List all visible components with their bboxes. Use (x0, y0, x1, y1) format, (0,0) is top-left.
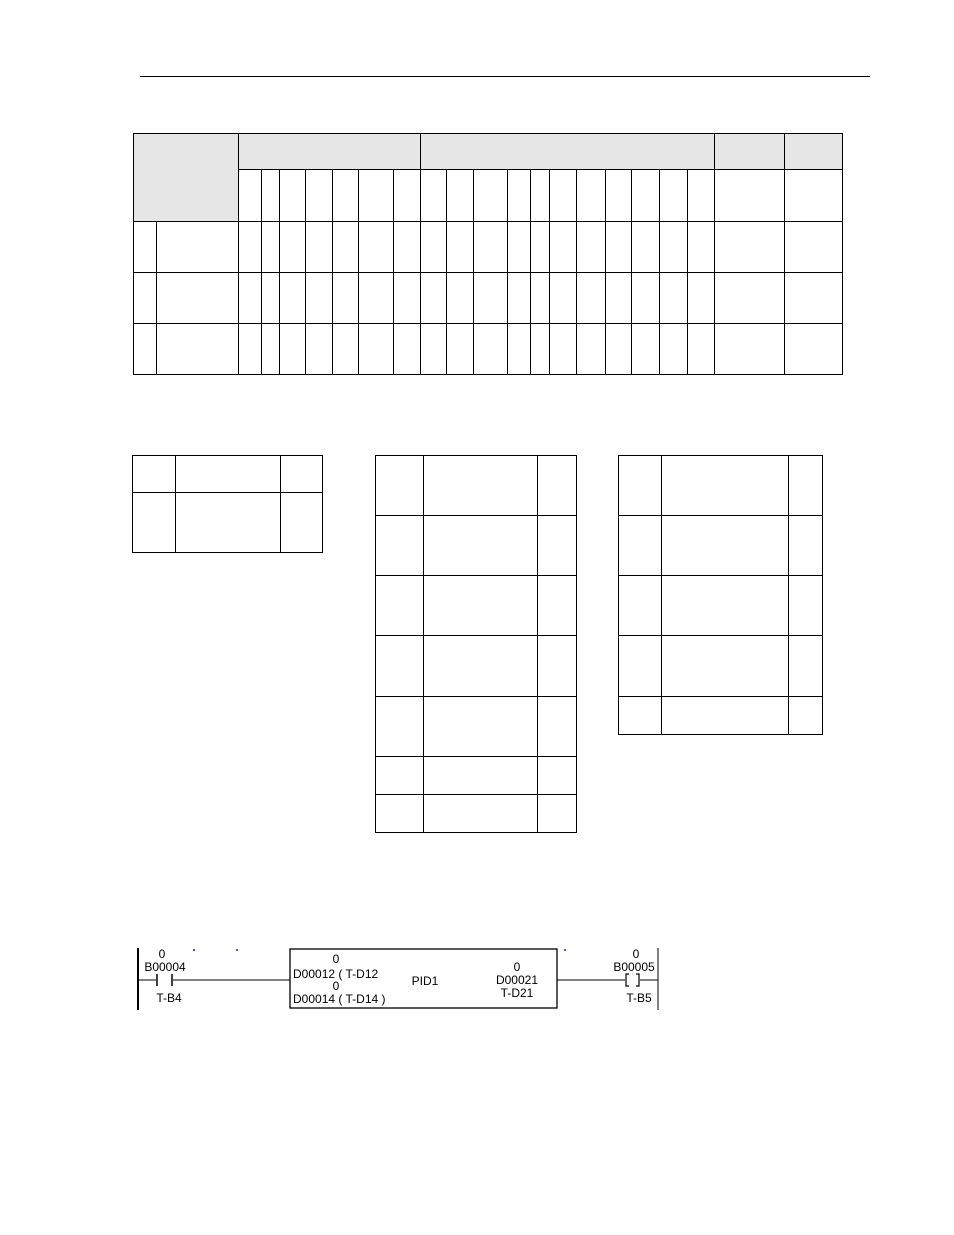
table-cell (306, 222, 333, 273)
table-cell (474, 222, 508, 273)
coil-state: 0 (632, 947, 640, 961)
table-cell (333, 273, 359, 324)
table-cell (394, 222, 421, 273)
table-cell (134, 273, 157, 324)
table-row (619, 516, 823, 576)
table-cell (280, 222, 306, 273)
table-cell (660, 324, 688, 375)
table-cell (376, 697, 424, 757)
table-cell (447, 273, 474, 324)
table-row (376, 697, 577, 757)
operand-setting-table (375, 455, 577, 833)
table-cell (394, 324, 421, 375)
table-cell (632, 324, 660, 375)
output-tag: T-D21 (500, 986, 534, 1000)
table-cell (577, 273, 606, 324)
table-cell (632, 222, 660, 273)
subheader-cell (632, 170, 660, 222)
subheader-cell (715, 170, 785, 222)
table-cell (376, 757, 424, 795)
subheader-cell (785, 170, 843, 222)
coil-address: B00005 (613, 960, 655, 974)
table-cell (538, 636, 577, 697)
table-cell (508, 324, 531, 375)
table-cell (424, 636, 538, 697)
block-name: PID1 (411, 974, 439, 988)
table-cell (550, 222, 577, 273)
table-cell (789, 576, 823, 636)
table-cell (280, 324, 306, 375)
table-cell (306, 324, 333, 375)
table-cell (538, 456, 577, 516)
table-header-row (134, 134, 843, 170)
flag-table (132, 455, 323, 553)
table-cell (281, 493, 323, 553)
table-cell (662, 636, 789, 697)
table-cell (281, 456, 323, 493)
table-cell (619, 456, 662, 516)
table-cell (619, 636, 662, 697)
header-rule (140, 76, 870, 77)
table-cell (262, 222, 280, 273)
table-row (376, 576, 577, 636)
table-cell (538, 576, 577, 636)
table-cell (359, 222, 394, 273)
table-cell (239, 324, 262, 375)
table-cell (662, 456, 789, 516)
table-row (619, 636, 823, 697)
table-cell (550, 273, 577, 324)
table-cell (333, 324, 359, 375)
table-cell (447, 222, 474, 273)
subheader-cell (531, 170, 550, 222)
table-cell (157, 273, 239, 324)
table-cell (239, 273, 262, 324)
header-group-cell (421, 134, 715, 170)
table-row (376, 636, 577, 697)
table-cell (789, 516, 823, 576)
table-row (619, 576, 823, 636)
table-cell (376, 636, 424, 697)
table-cell (785, 324, 843, 375)
input1-operand: D00012 ( T-D12 (293, 967, 379, 981)
table-cell (538, 757, 577, 795)
ladder-diagram (133, 944, 663, 1012)
operand-table (133, 133, 843, 375)
table-row (133, 493, 323, 553)
table-cell (688, 324, 715, 375)
table-cell (715, 273, 785, 324)
table-cell (632, 273, 660, 324)
contact-state: 0 (158, 947, 166, 961)
table-cell (538, 697, 577, 757)
table-cell (715, 222, 785, 273)
table-cell (134, 222, 157, 273)
table-cell (619, 516, 662, 576)
table-cell (474, 324, 508, 375)
table-cell (133, 493, 176, 553)
subheader-cell (262, 170, 280, 222)
subheader-cell (280, 170, 306, 222)
header-group-cell (239, 134, 421, 170)
table-cell (262, 324, 280, 375)
subheader-cell (239, 170, 262, 222)
table-cell (376, 795, 424, 833)
table-cell (262, 273, 280, 324)
contact-symbol (157, 974, 172, 986)
table-cell (376, 516, 424, 576)
table-cell (538, 795, 577, 833)
subheader-cell (359, 170, 394, 222)
table-cell (531, 222, 550, 273)
table-row (134, 324, 843, 375)
table-cell (715, 324, 785, 375)
table-row (619, 697, 823, 735)
table-cell (660, 222, 688, 273)
table-cell (306, 273, 333, 324)
table-cell (176, 456, 281, 493)
table-cell (376, 456, 424, 516)
input1-value: 0 (332, 952, 340, 966)
table-cell (421, 324, 447, 375)
table-cell (424, 456, 538, 516)
header-cell (715, 134, 785, 170)
header-cell (785, 134, 843, 170)
table-cell (606, 324, 632, 375)
table-row (619, 456, 823, 516)
input2-value: 0 (332, 979, 340, 993)
parameter-table (618, 455, 823, 735)
table-cell (424, 516, 538, 576)
table-cell (447, 324, 474, 375)
table-row (376, 795, 577, 833)
table-cell (239, 222, 262, 273)
table-cell (577, 222, 606, 273)
table-cell (424, 757, 538, 795)
subheader-cell (447, 170, 474, 222)
table-cell (785, 273, 843, 324)
coil-tag: T-B5 (626, 991, 652, 1005)
contact-tag: T-B4 (156, 991, 182, 1005)
table-cell (424, 697, 538, 757)
table-cell (619, 697, 662, 735)
subheader-cell (577, 170, 606, 222)
table-cell (606, 273, 632, 324)
output-operand: D00021 (495, 973, 539, 987)
contact-address: B00004 (144, 960, 186, 974)
table-cell (688, 273, 715, 324)
table-cell (688, 222, 715, 273)
table-cell (424, 576, 538, 636)
subheader-cell (394, 170, 421, 222)
table-cell (157, 324, 239, 375)
table-subheader-row (134, 170, 843, 222)
table-cell (333, 222, 359, 273)
subheader-cell (688, 170, 715, 222)
table-cell (550, 324, 577, 375)
subheader-cell (606, 170, 632, 222)
subheader-cell (474, 170, 508, 222)
table-cell (785, 222, 843, 273)
table-cell (662, 516, 789, 576)
table-cell (157, 222, 239, 273)
table-row (134, 222, 843, 273)
table-row (134, 273, 843, 324)
table-cell (577, 324, 606, 375)
table-cell (789, 456, 823, 516)
table-cell (531, 273, 550, 324)
table-cell (421, 222, 447, 273)
table-row (376, 456, 577, 516)
subheader-cell (306, 170, 333, 222)
subheader-cell (508, 170, 531, 222)
table-cell (359, 273, 394, 324)
table-row (133, 456, 323, 493)
table-cell (789, 636, 823, 697)
table-row (376, 757, 577, 795)
table-row (376, 516, 577, 576)
subheader-cell (660, 170, 688, 222)
table-cell (508, 273, 531, 324)
header-corner-cell (134, 134, 239, 222)
table-cell (424, 795, 538, 833)
table-cell (538, 516, 577, 576)
table-cell (133, 456, 176, 493)
table-cell (359, 324, 394, 375)
table-cell (789, 697, 823, 735)
table-cell (474, 273, 508, 324)
subheader-cell (421, 170, 447, 222)
table-cell (531, 324, 550, 375)
input2-operand: D00014 ( T-D14 ) (293, 992, 386, 1006)
table-cell (421, 273, 447, 324)
table-cell (508, 222, 531, 273)
table-cell (660, 273, 688, 324)
table-cell (662, 576, 789, 636)
table-cell (176, 493, 281, 553)
table-cell (619, 576, 662, 636)
subheader-cell (333, 170, 359, 222)
subheader-cell (550, 170, 577, 222)
table-cell (134, 324, 157, 375)
table-cell (394, 273, 421, 324)
coil-symbol (626, 974, 639, 986)
table-cell (662, 697, 789, 735)
table-cell (280, 273, 306, 324)
table-cell (376, 576, 424, 636)
table-cell (606, 222, 632, 273)
output-value: 0 (513, 960, 521, 974)
